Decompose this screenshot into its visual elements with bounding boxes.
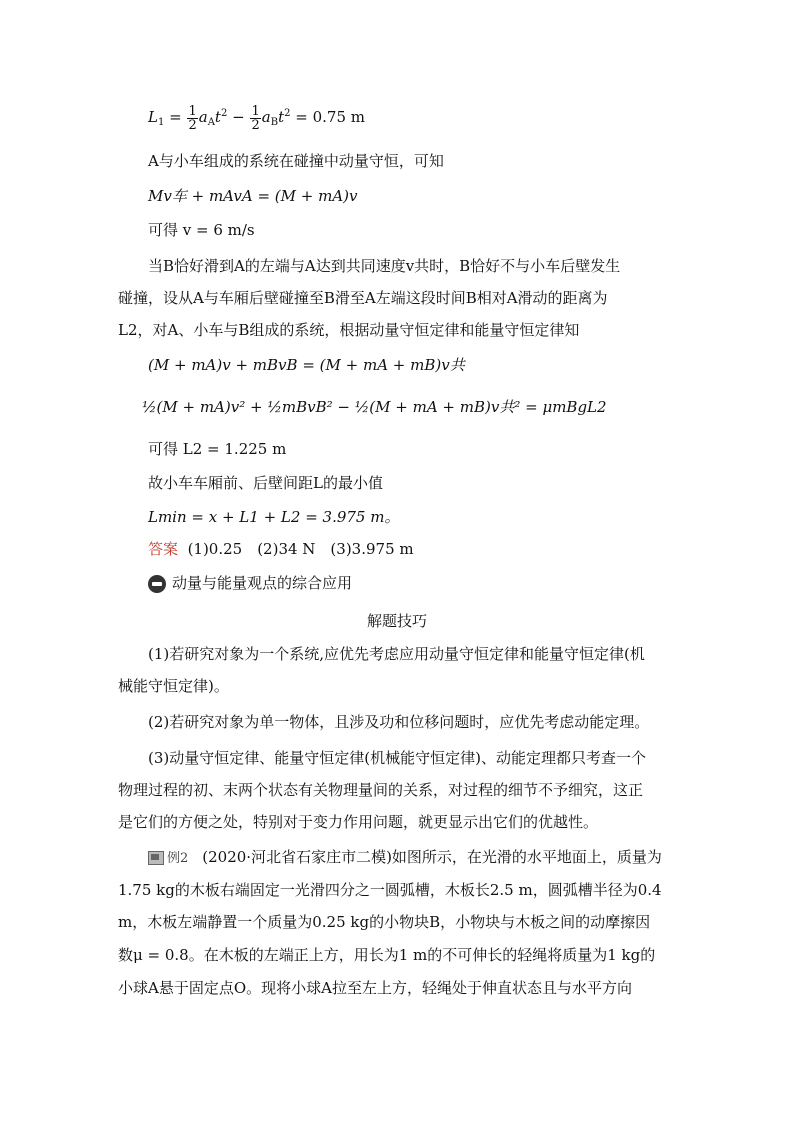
equation-L1: $L_1$ = $\frac{1}{2}$ $a_At^2$ − $\frac{1}{2}$ $a_Bt^2 = 0.75$ m <box>148 103 365 133</box>
answer-text: (1)0.25 (2)34 N (3)3.975 m <box>187 540 414 558</box>
answer-tag: 答案 <box>148 540 179 558</box>
tip1-line1: (1)若研究对象为一个系统,应优先考虑应用动量守恒定律和能量守恒定律(机 <box>148 645 645 663</box>
section-number-icon <box>148 575 166 593</box>
equation-energy: ½(M + mA)v² + ½mBvB² − ½(M + mA + mB)v共² = μmBgL2 <box>142 398 607 416</box>
paragraph-when-B-line1: 当B恰好滑到A的左端与A达到共同速度v共时，B恰好不与小车后壁发生 <box>148 257 621 275</box>
tip1-line2: 械能守恒定律)。 <box>118 677 229 695</box>
tip3-line2: 物理过程的初、末两个状态有关物理量间的关系，对过程的细节不予细究，这正 <box>118 781 644 799</box>
tip3-line1: (3)动量守恒定律、能量守恒定律(机械能守恒定律)、动能定理都只考查一个 <box>148 749 646 767</box>
paragraph-when-B-line2: 碰撞，设从A与车厢后壁碰撞至B滑至A左端这段时间B相对A滑动的距离为 <box>118 289 608 307</box>
example-label: 例2 <box>167 851 189 866</box>
example-line3: m，木板左端静置一个质量为0.25 kg的小物块B，小物块与木板之间的动摩擦因 <box>118 913 651 931</box>
example-line5: 小球A悬于固定点O。现将小球A拉至左上方，轻绳处于伸直状态且与水平方向 <box>118 979 632 997</box>
paragraph-momentum-A-cart: A与小车组成的系统在碰撞中动量守恒，可知 <box>148 152 444 170</box>
equation-momentum2: (M + mA)v + mBvB = (M + mA + mB)v共 <box>148 356 465 374</box>
section-heading: 动量与能量观点的综合应用 <box>148 572 352 594</box>
tip3-line3: 是它们的方便之处，特别对于变力作用问题，就更显示出它们的优越性。 <box>118 813 599 831</box>
tip2: (2)若研究对象为单一物体，且涉及功和位移问题时，应优先考虑动能定理。 <box>148 713 650 731</box>
fraction: $\frac{1}{2}$ <box>251 103 260 133</box>
answer-line <box>148 538 414 560</box>
paragraph-get-L2: 可得 L2 = 1.225 m <box>148 440 287 458</box>
paragraph-min-L: 故小车车厢前、后壁间距L的最小值 <box>148 474 383 492</box>
example-line2: 1.75 kg的木板右端固定一光滑四分之一圆弧槽，木板长2.5 m，圆弧槽半径为0.4 <box>118 881 662 899</box>
paragraph-when-B-line3: L2，对A、小车与B组成的系统，根据动量守恒定律和能量守恒定律知 <box>118 321 580 339</box>
example-line1: 例2 (2020·河北省石家庄市二模)如图所示，在光滑的水平地面上，质量为 <box>148 846 662 870</box>
example-icon <box>148 851 164 865</box>
example-line4: 数μ = 0.8。在木板的左端正上方，用长为1 m的不可伸长的轻绳将质量为1 kg的 <box>118 946 656 964</box>
fraction: $\frac{1}{2}$ <box>188 103 197 133</box>
paragraph-get-v: 可得 v = 6 m/s <box>148 221 255 239</box>
equation-Lmin: Lmin = x + L1 + L2 = 3.975 m。 <box>148 508 400 526</box>
equation-momentum: Mv车 + mAvA = (M + mA)v <box>148 187 358 205</box>
tips-title: 解题技巧 <box>366 612 427 630</box>
